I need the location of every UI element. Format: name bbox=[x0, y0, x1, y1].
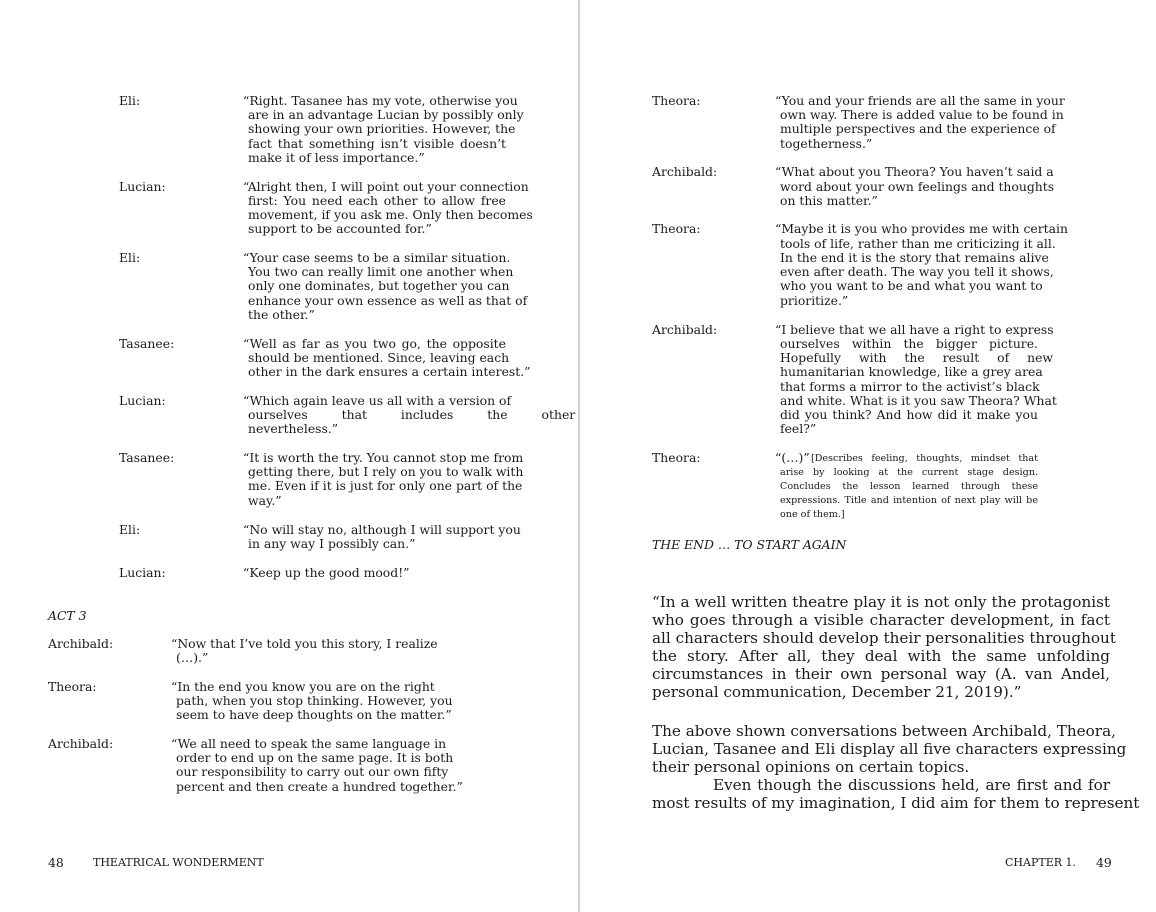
dialogue-line: Hopefully with the result of new bbox=[780, 350, 1054, 365]
speaker-label: Lucian: bbox=[119, 565, 166, 580]
dialogue-line: getting there, but I rely on you to walk with bbox=[248, 464, 524, 479]
dialogue-line: “I believe that we all have a right to express bbox=[775, 322, 1054, 337]
dialogue-line: on this matter.” bbox=[780, 193, 878, 208]
quote-paragraph-line: personal communication, December 21, 2019).” bbox=[652, 683, 1022, 701]
body-paragraph-line: Lucian, Tasanee and Eli display all five characters expressing bbox=[652, 740, 1127, 758]
dialogue-line: feel?” bbox=[780, 421, 817, 436]
dialogue-line: did you think? And how did it make you bbox=[780, 407, 1038, 422]
dialogue-line: word about your own feelings and thoughts bbox=[780, 179, 1055, 194]
dialogue-line: me. Even if it is just for only one part of the bbox=[248, 478, 523, 493]
dialogue-line: “Keep up the good mood!” bbox=[243, 565, 410, 580]
dialogue-line: way.” bbox=[248, 493, 282, 508]
dialogue-line: humanitarian knowledge, like a grey area bbox=[780, 364, 1043, 379]
dialogue-line: prioritize.” bbox=[780, 293, 849, 308]
dialogue-line: “Now that I’ve told you this story, I realize bbox=[171, 636, 438, 651]
dialogue-line: ourselves that includes the other bbox=[248, 407, 576, 422]
dialogue-line: “Right. Tasanee has my vote, otherwise you bbox=[243, 93, 518, 108]
dialogue-line: that forms a mirror to the activist’s black bbox=[780, 379, 1040, 394]
dialogue-line: nevertheless.” bbox=[248, 421, 339, 436]
dialogue-line: “Your case seems to be a similar situation. bbox=[243, 250, 511, 265]
dialogue-line: enhance your own essence as well as that of bbox=[248, 293, 528, 308]
body-paragraph-line: their personal opinions on certain topics. bbox=[652, 758, 970, 776]
dialogue-line: even after death. The way you tell it shows, bbox=[780, 264, 1054, 279]
stage-direction-line: Concludes the lesson learned through these bbox=[780, 481, 1038, 492]
quote-paragraph-line: the story. After all, they deal with the same unfolding bbox=[652, 647, 1110, 665]
speaker-label: Archibald: bbox=[48, 736, 114, 751]
dialogue-line: showing your own priorities. However, the bbox=[248, 121, 516, 136]
dialogue-line: other in the dark ensures a certain interest.” bbox=[248, 364, 531, 379]
dialogue-line: are in an advantage Lucian by possibly only bbox=[248, 107, 524, 122]
dialogue-line: “It is worth the try. You cannot stop me from bbox=[243, 450, 524, 465]
dialogue-line: path, when you stop thinking. However, you bbox=[176, 693, 453, 708]
body-paragraph-line: Even though the discussions held, are first and for bbox=[713, 776, 1110, 794]
dialogue-quote: “(…)” bbox=[775, 450, 810, 465]
dialogue-line: “Well as far as you two go, the opposite bbox=[243, 336, 506, 351]
running-title: THEATRICAL WONDERMENT bbox=[93, 856, 264, 869]
dialogue-line: in any way I possibly can.” bbox=[248, 536, 416, 551]
speaker-label: Tasanee: bbox=[119, 450, 175, 465]
act-heading: ACT 3 bbox=[48, 608, 87, 623]
dialogue-line: order to end up on the same page. It is both bbox=[176, 750, 454, 765]
dialogue-line: ourselves within the bigger picture. bbox=[780, 336, 1038, 351]
dialogue-line: In the end it is the story that remains alive bbox=[780, 250, 1049, 265]
dialogue-line: our responsibility to carry out our own fifty bbox=[176, 764, 449, 779]
dialogue-line: percent and then create a hundred together.” bbox=[176, 779, 463, 794]
dialogue-line: should be mentioned. Since, leaving each bbox=[248, 350, 510, 365]
quote-paragraph-line: all characters should develop their personalities throughout bbox=[652, 629, 1116, 647]
dialogue-line: who you want to be and what you want to bbox=[780, 278, 1043, 293]
dialogue-line: “What about you Theora? You haven’t said a bbox=[775, 164, 1054, 179]
stage-direction-line: arise by looking at the current stage design. bbox=[780, 467, 1038, 478]
stage-direction-line: expressions. Title and intention of next play will be bbox=[780, 495, 1038, 506]
page-number: 49 bbox=[1096, 855, 1112, 870]
dialogue-line: fact that something isn’t visible doesn’t bbox=[248, 136, 506, 151]
dialogue-line: the other.” bbox=[248, 307, 315, 322]
stage-direction-line: one of them.] bbox=[780, 509, 845, 520]
dialogue-line: support to be accounted for.” bbox=[248, 221, 432, 236]
speaker-label: Eli: bbox=[119, 522, 141, 537]
speaker-label: Archibald: bbox=[652, 322, 718, 337]
stage-direction-line: [Describes feeling, thoughts, mindset that bbox=[811, 453, 1038, 464]
dialogue-line: and white. What is it you saw Theora? What bbox=[780, 393, 1057, 408]
speaker-label: Lucian: bbox=[119, 179, 166, 194]
dialogue-line: “We all need to speak the same language in bbox=[171, 736, 447, 751]
speaker-label: Eli: bbox=[119, 250, 141, 265]
end-note: THE END … TO START AGAIN bbox=[652, 537, 847, 552]
speaker-label: Archibald: bbox=[652, 164, 718, 179]
right-page bbox=[580, 0, 1156, 912]
dialogue-line: “You and your friends are all the same in your bbox=[775, 93, 1065, 108]
dialogue-line: seem to have deep thoughts on the matter.” bbox=[176, 707, 452, 722]
dialogue-line: multiple perspectives and the experience of bbox=[780, 121, 1056, 136]
speaker-label: Theora: bbox=[48, 679, 97, 694]
speaker-label: Eli: bbox=[119, 93, 141, 108]
chapter-label: CHAPTER 1. bbox=[1005, 856, 1076, 869]
quote-paragraph-line: circumstances in their own personal way (A. van Andel, bbox=[652, 665, 1110, 683]
body-paragraph-line: most results of my imagination, I did aim for them to represent bbox=[652, 794, 1140, 812]
dialogue-line: “Alright then, I will point out your connection bbox=[243, 179, 529, 194]
speaker-label: Theora: bbox=[652, 221, 701, 236]
quote-paragraph-line: “In a well written theatre play it is not only the protagonist bbox=[652, 593, 1110, 611]
dialogue-line: tools of life, rather than me criticizing it all. bbox=[780, 236, 1056, 251]
dialogue-line: only one dominates, but together you can bbox=[248, 278, 510, 293]
dialogue-line: movement, if you ask me. Only then becomes bbox=[248, 207, 533, 222]
dialogue-line: “No will stay no, although I will support you bbox=[243, 522, 521, 537]
body-paragraph-line: The above shown conversations between Archibald, Theora, bbox=[652, 722, 1116, 740]
dialogue-line: You two can really limit one another when bbox=[248, 264, 514, 279]
page-number: 48 bbox=[48, 855, 64, 870]
speaker-label: Archibald: bbox=[48, 636, 114, 651]
quote-paragraph-line: who goes through a visible character development, in fact bbox=[652, 611, 1110, 629]
dialogue-line: own way. There is added value to be found in bbox=[780, 107, 1064, 122]
dialogue-line: togetherness.” bbox=[780, 136, 873, 151]
speaker-label: Tasanee: bbox=[119, 336, 175, 351]
speaker-label: Theora: bbox=[652, 450, 701, 465]
dialogue-line: (…).” bbox=[176, 650, 209, 665]
dialogue-line: “In the end you know you are on the right bbox=[171, 679, 435, 694]
dialogue-line: first: You need each other to allow free bbox=[248, 193, 506, 208]
speaker-label: Lucian: bbox=[119, 393, 166, 408]
dialogue-line: “Which again leave us all with a version of bbox=[243, 393, 512, 408]
dialogue-line: “Maybe it is you who provides me with certain bbox=[775, 221, 1068, 236]
dialogue-line: make it of less importance.” bbox=[248, 150, 425, 165]
speaker-label: Theora: bbox=[652, 93, 701, 108]
